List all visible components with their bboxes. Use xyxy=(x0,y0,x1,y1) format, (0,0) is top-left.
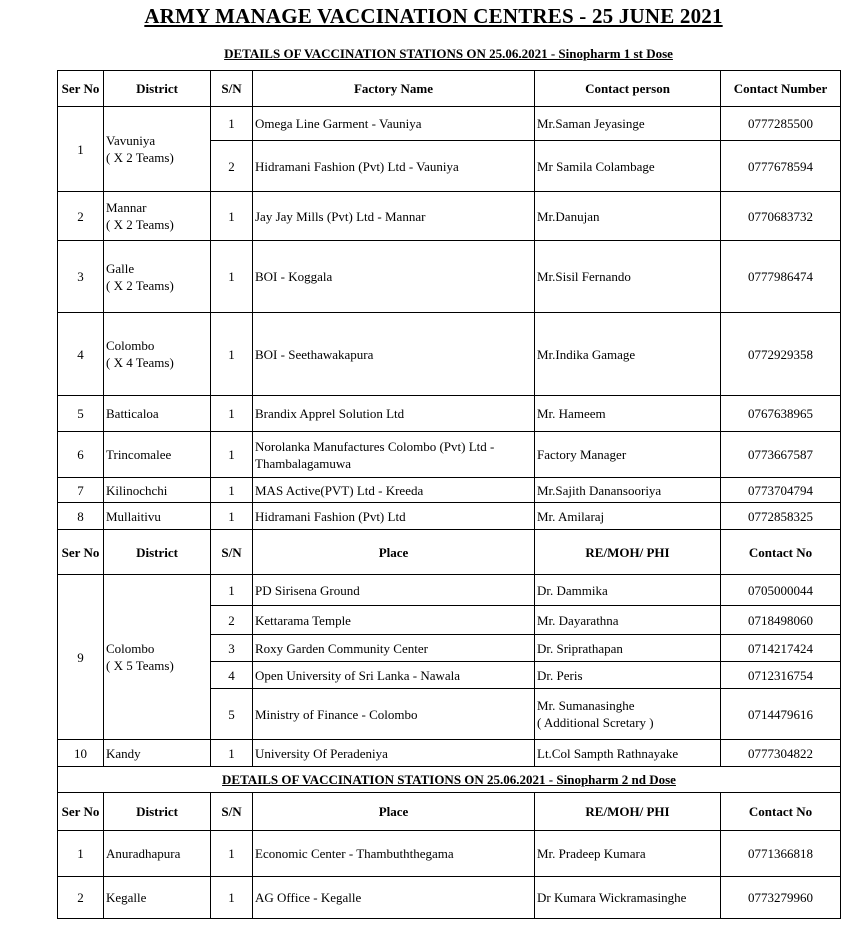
district-cell xyxy=(104,313,211,396)
place-name: PD Sirisena Ground xyxy=(255,582,360,598)
sn-cell: 1 xyxy=(211,241,253,313)
contact-person-cell xyxy=(535,432,721,478)
contact-person-name: Mr. Amilaraj xyxy=(537,508,605,524)
contact-number-cell: 0714217424 xyxy=(721,635,841,662)
district-cell xyxy=(104,877,211,919)
sn-cell: 1 xyxy=(211,192,253,241)
district-name: Batticaloa xyxy=(106,406,159,421)
ser-no-cell: 9 xyxy=(58,575,104,740)
district-name: Colombo xyxy=(106,338,155,353)
place-cell xyxy=(253,635,535,662)
header-contact-person: RE/MOH/ PHI xyxy=(535,530,721,575)
district-cell xyxy=(104,107,211,192)
header-contact-number: Contact Number xyxy=(721,71,841,107)
place-cell xyxy=(253,396,535,432)
table-row xyxy=(58,831,841,877)
district-name: Colombo xyxy=(106,641,155,656)
district-cell xyxy=(104,432,211,478)
header-sn: S/N xyxy=(211,71,253,107)
contact-person-cell xyxy=(535,689,721,740)
contact-person-name: Dr. Peris xyxy=(537,667,583,683)
district-name: Mullaitivu xyxy=(106,508,161,524)
place-cell xyxy=(253,141,535,192)
place-cell xyxy=(253,740,535,767)
contact-person-cell xyxy=(535,241,721,313)
ser-no-cell: 1 xyxy=(58,831,104,877)
contact-person-name: Mr.Saman Jeyasinge xyxy=(537,116,645,131)
district-name: Galle xyxy=(106,260,135,276)
district-name: Vavuniya xyxy=(106,133,156,148)
sn-cell: 1 xyxy=(211,740,253,767)
contact-person-cell xyxy=(535,606,721,635)
ser-no-cell: 10 xyxy=(58,740,104,767)
table-row xyxy=(58,740,841,767)
sn-cell: 1 xyxy=(211,575,253,606)
ser-no-cell: 6 xyxy=(58,432,104,478)
contact-number-cell: 0770683732 xyxy=(721,192,841,241)
contact-number-cell: 0777285500 xyxy=(721,107,841,141)
contact-person-cell xyxy=(535,831,721,877)
district-name: Kandy xyxy=(106,745,141,761)
team-count: ( X 2 Teams) xyxy=(106,217,174,232)
contact-person-name: Dr. Sriprathapan xyxy=(537,640,623,656)
place-cell xyxy=(253,192,535,241)
table-row xyxy=(58,432,841,478)
place-cell xyxy=(253,503,535,530)
section-2-title: DETAILS OF VACCINATION STATIONS ON 25.06.2021 - Sinopharm 2 nd Dose xyxy=(58,767,841,793)
contact-person-cell xyxy=(535,192,721,241)
place-name: AG Office - Kegalle xyxy=(255,890,362,905)
team-count: ( X 2 Teams) xyxy=(106,277,174,293)
sn-cell: 4 xyxy=(211,662,253,689)
section-2-title-row xyxy=(58,767,841,793)
contact-person-name: Dr. Dammika xyxy=(537,582,608,598)
place-name: Kettarama Temple xyxy=(255,612,351,628)
place-name: Economic Center - Thambuththegama xyxy=(255,846,454,861)
place-name: MAS Active(PVT) Ltd - Kreeda xyxy=(255,482,424,498)
ser-no-cell: 1 xyxy=(58,107,104,192)
district-cell xyxy=(104,478,211,503)
contact-person-cell xyxy=(535,575,721,606)
sn-cell: 1 xyxy=(211,396,253,432)
contact-person-cell xyxy=(535,107,721,141)
contact-person-cell xyxy=(535,877,721,919)
district-name: Kilinochchi xyxy=(106,482,168,498)
ser-no-cell: 8 xyxy=(58,503,104,530)
contact-number-cell: 0773667587 xyxy=(721,432,841,478)
team-count: ( X 2 Teams) xyxy=(106,150,174,165)
contact-number-cell: 0718498060 xyxy=(721,606,841,635)
place-name: Hidramani Fashion (Pvt) Ltd - Vauniya xyxy=(255,158,459,174)
contact-person-cell xyxy=(535,396,721,432)
district-cell xyxy=(104,831,211,877)
sn-cell: 3 xyxy=(211,635,253,662)
place-name: Roxy Garden Community Center xyxy=(255,640,428,656)
table-row xyxy=(58,192,841,241)
header-ser-no: Ser No xyxy=(58,530,104,575)
place-cell xyxy=(253,575,535,606)
place-cell xyxy=(253,831,535,877)
contact-number-cell: 0771366818 xyxy=(721,831,841,877)
district-cell xyxy=(104,740,211,767)
ser-no-cell: 4 xyxy=(58,313,104,396)
contact-person-cell xyxy=(535,503,721,530)
district-cell xyxy=(104,503,211,530)
contact-person-name: Mr.Danujan xyxy=(537,208,600,224)
district-cell xyxy=(104,396,211,432)
district-name: Trincomalee xyxy=(106,447,172,462)
district-cell xyxy=(104,575,211,740)
table-header-row xyxy=(58,793,841,831)
sn-cell: 2 xyxy=(211,606,253,635)
sn-cell: 2 xyxy=(211,141,253,192)
header-ser-no: Ser No xyxy=(58,793,104,831)
place-name: Omega Line Garment - Vauniya xyxy=(255,116,422,131)
sn-cell: 1 xyxy=(211,313,253,396)
contact-person-cell xyxy=(535,478,721,503)
header-district: District xyxy=(104,71,211,107)
table-row xyxy=(58,241,841,313)
contact-person-name: Lt.Col Sampth Rathnayake xyxy=(537,745,679,761)
place-cell xyxy=(253,606,535,635)
contact-person-name: Mr.Sajith Danansooriya xyxy=(537,482,662,498)
ser-no-cell: 3 xyxy=(58,241,104,313)
table-row xyxy=(58,877,841,919)
team-count: ( X 4 Teams) xyxy=(106,355,174,370)
contact-number-cell: 0773279960 xyxy=(721,877,841,919)
header-contact-number: Contact No xyxy=(721,793,841,831)
table-row xyxy=(58,478,841,503)
place-name: Jay Jay Mills (Pvt) Ltd - Mannar xyxy=(255,208,426,224)
header-district: District xyxy=(104,793,211,831)
ser-no-cell: 2 xyxy=(58,877,104,919)
sn-cell: 1 xyxy=(211,877,253,919)
district-name: Anuradhapura xyxy=(106,846,181,861)
header-contact-number: Contact No xyxy=(721,530,841,575)
contact-number-cell: 0767638965 xyxy=(721,396,841,432)
place-cell xyxy=(253,241,535,313)
table-row xyxy=(58,313,841,396)
table-header-row xyxy=(58,530,841,575)
contact-person-name: Factory Manager xyxy=(537,447,627,462)
sn-cell: 5 xyxy=(211,689,253,740)
contact-person-cell xyxy=(535,662,721,689)
contact-number-cell: 0772929358 xyxy=(721,313,841,396)
contact-person-cell xyxy=(535,740,721,767)
contact-person-title: ( Additional Scretary ) xyxy=(537,715,654,730)
place-name: Open University of Sri Lanka - Nawala xyxy=(255,667,461,683)
team-count: ( X 5 Teams) xyxy=(106,658,174,673)
contact-person-cell xyxy=(535,141,721,192)
place-name: Brandix Apprel Solution Ltd xyxy=(255,406,405,421)
contact-number-cell: 0705000044 xyxy=(721,575,841,606)
contact-person-name: Mr. Hameem xyxy=(537,406,606,421)
place-cell xyxy=(253,877,535,919)
contact-person-name: Mr Samila Colambage xyxy=(537,158,655,174)
header-contact-person: Contact person xyxy=(535,71,721,107)
header-ser-no: Ser No xyxy=(58,71,104,107)
table-row xyxy=(58,396,841,432)
contact-number-cell: 0773704794 xyxy=(721,478,841,503)
ser-no-cell: 7 xyxy=(58,478,104,503)
table-row xyxy=(58,575,841,606)
place-name: BOI - Koggala xyxy=(255,269,333,284)
sn-cell: 1 xyxy=(211,432,253,478)
contact-person-name: Dr Kumara Wickramasinghe xyxy=(537,890,687,905)
place-name-line2: Thambalagamuwa xyxy=(255,455,352,471)
contact-number-cell: 0777678594 xyxy=(721,141,841,192)
district-name: Mannar xyxy=(106,200,147,215)
contact-number-cell: 0777304822 xyxy=(721,740,841,767)
place-name: Hidramani Fashion (Pvt) Ltd xyxy=(255,508,406,524)
ser-no-cell: 5 xyxy=(58,396,104,432)
place-cell xyxy=(253,313,535,396)
place-cell xyxy=(253,662,535,689)
district-cell xyxy=(104,241,211,313)
place-name: University Of Peradeniya xyxy=(255,745,388,761)
header-sn: S/N xyxy=(211,530,253,575)
section-1-title: DETAILS OF VACCINATION STATIONS ON 25.06.2021 - Sinopharm 1 st Dose xyxy=(224,46,673,61)
vaccination-table xyxy=(57,70,841,919)
place-name: BOI - Seethawakapura xyxy=(255,346,374,362)
header-place: Factory Name xyxy=(253,71,535,107)
sn-cell: 1 xyxy=(211,107,253,141)
contact-number-cell: 0714479616 xyxy=(721,689,841,740)
table-row xyxy=(58,503,841,530)
table-header-row xyxy=(58,71,841,107)
sn-cell: 1 xyxy=(211,503,253,530)
place-cell xyxy=(253,689,535,740)
ser-no-cell: 2 xyxy=(58,192,104,241)
header-place: Place xyxy=(253,530,535,575)
place-name: Ministry of Finance - Colombo xyxy=(255,706,418,722)
place-cell xyxy=(253,107,535,141)
contact-number-cell: 0772858325 xyxy=(721,503,841,530)
contact-person-name: Mr.Indika Gamage xyxy=(537,346,636,362)
header-contact-person: RE/MOH/ PHI xyxy=(535,793,721,831)
sn-cell: 1 xyxy=(211,831,253,877)
page-title: ARMY MANAGE VACCINATION CENTRES - 25 JUNE 2021 xyxy=(144,4,723,28)
contact-person-cell xyxy=(535,635,721,662)
sn-cell: 1 xyxy=(211,478,253,503)
header-sn: S/N xyxy=(211,793,253,831)
contact-person-name: Mr.Sisil Fernando xyxy=(537,269,631,284)
contact-person-name: Mr. Sumanasinghe xyxy=(537,698,635,713)
contact-person-name: Mr. Dayarathna xyxy=(537,612,619,628)
contact-number-cell: 0712316754 xyxy=(721,662,841,689)
header-place: Place xyxy=(253,793,535,831)
place-cell xyxy=(253,432,535,478)
place-cell xyxy=(253,478,535,503)
contact-person-name: Mr. Pradeep Kumara xyxy=(537,846,646,861)
district-name: Kegalle xyxy=(106,890,147,905)
place-name: Norolanka Manufactures Colombo (Pvt) Ltd - xyxy=(255,438,495,454)
district-cell xyxy=(104,192,211,241)
contact-number-cell: 0777986474 xyxy=(721,241,841,313)
contact-person-cell xyxy=(535,313,721,396)
header-district: District xyxy=(104,530,211,575)
table-row xyxy=(58,107,841,141)
